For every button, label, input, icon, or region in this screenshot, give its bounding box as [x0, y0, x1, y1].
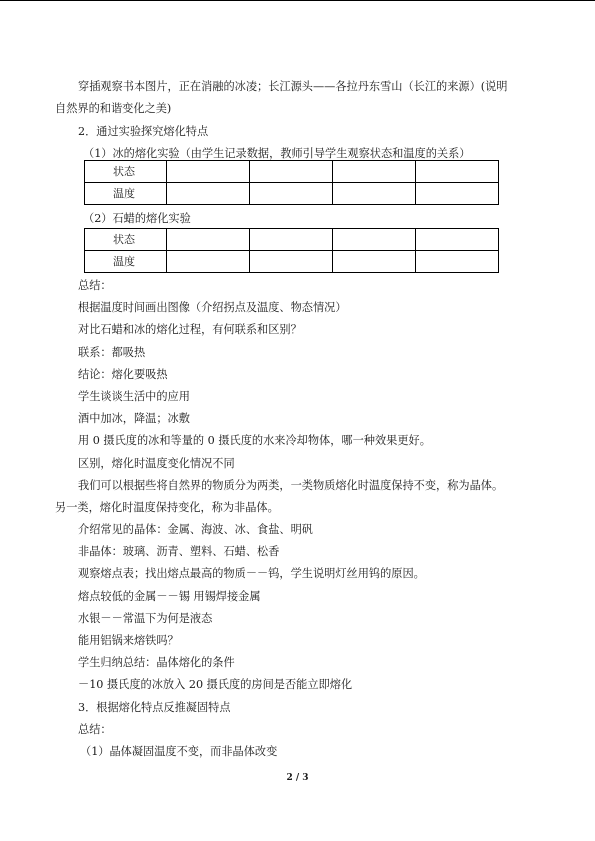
paragraph-line: 联系：都吸热 — [78, 346, 146, 359]
table-cell — [333, 183, 416, 205]
paragraph-line: 我们可以根据些将自然界的物质分为两类，一类物质熔化时温度保持不变，称为晶体。 — [78, 479, 504, 492]
wax-observation-table — [84, 228, 499, 273]
paragraph-line: 观察熔点表；找出熔点最高的物质－－钨，学生说明灯丝用钨的原因。 — [78, 567, 425, 580]
paragraph-line: 学生归纳总结：晶体熔化的条件 — [78, 656, 235, 669]
table-cell — [167, 251, 250, 273]
paragraph-line: 介绍常见的晶体：金属、海波、冰、食盐、明矾 — [78, 523, 313, 536]
paragraph-line: 用 0 摄氏度的冰和等量的 0 摄氏度的水来冷却物体，哪一种效果更好。 — [78, 434, 431, 447]
experiment-heading: （1）冰的熔化实验（由学生记录数据，教师引导学生观察状态和温度的关系） — [83, 147, 471, 160]
paragraph-line: 结论：熔化要吸热 — [78, 368, 168, 381]
table-row — [85, 229, 499, 251]
table-cell — [416, 251, 499, 273]
table-cell — [333, 251, 416, 273]
page-number: 2 / 3 — [286, 773, 309, 783]
paragraph-line: 熔点较低的金属－－锡 用锡焊接金属 — [78, 590, 261, 603]
paragraph-line: 总结： — [78, 723, 112, 736]
paragraph-line: 水银－－常温下为何是液态 — [78, 612, 213, 625]
section-heading: 3．根据熔化特点反推凝固特点 — [78, 701, 231, 714]
section-heading: 2．通过实验探究熔化特点 — [78, 125, 209, 138]
table-cell — [167, 161, 250, 183]
top-border-line — [0, 0, 595, 1]
table-row — [85, 183, 499, 205]
table-cell — [167, 183, 250, 205]
ice-observation-table — [84, 160, 499, 205]
table-cell — [333, 161, 416, 183]
table-row — [85, 251, 499, 273]
table-cell — [250, 161, 333, 183]
table-cell — [250, 229, 333, 251]
paragraph-line: 穿插观察书本图片，正在消融的冰凌；长江源头——各拉丹东雪山（长江的来源）(说明 — [78, 80, 508, 93]
paragraph-line: （1）晶体凝固温度不变，而非晶体改变 — [80, 745, 278, 758]
table-cell — [250, 251, 333, 273]
paragraph-line: 根据温度时间画出图像（介绍拐点及温度、物态情况） — [78, 301, 347, 314]
paragraph-line: 对比石蜡和冰的熔化过程，有何联系和区别？ — [78, 323, 302, 336]
table-cell — [416, 183, 499, 205]
table-row — [85, 161, 499, 183]
paragraph-line: 总结： — [78, 279, 112, 292]
table-cell — [167, 229, 250, 251]
row-label: 状态 — [85, 229, 167, 251]
paragraph-line: －10 摄氏度的冰放入 20 摄氏度的房间是否能立即熔化 — [78, 678, 353, 691]
table-cell — [333, 229, 416, 251]
table-cell — [416, 161, 499, 183]
row-label: 温度 — [85, 251, 167, 273]
paragraph-line: 自然界的和谐变化之美) — [55, 102, 172, 115]
paragraph-line: 区别，熔化时温度变化情况不同 — [78, 457, 235, 470]
row-label: 温度 — [85, 183, 167, 205]
row-label: 状态 — [85, 161, 167, 183]
table-cell — [416, 229, 499, 251]
paragraph-line: 能用铝锅来熔铁吗？ — [78, 634, 179, 647]
paragraph-line: 非晶体：玻璃、沥青、塑料、石蜡、松香 — [78, 545, 280, 558]
paragraph-line: 学生谈谈生活中的应用 — [78, 390, 190, 403]
paragraph-line: 另一类，熔化时温度保持变化，称为非晶体。 — [55, 501, 279, 514]
experiment-heading: （2）石蜡的熔化实验 — [83, 212, 191, 225]
table-cell — [250, 183, 333, 205]
paragraph-line: 酒中加冰，降温；冰敷 — [78, 412, 190, 425]
